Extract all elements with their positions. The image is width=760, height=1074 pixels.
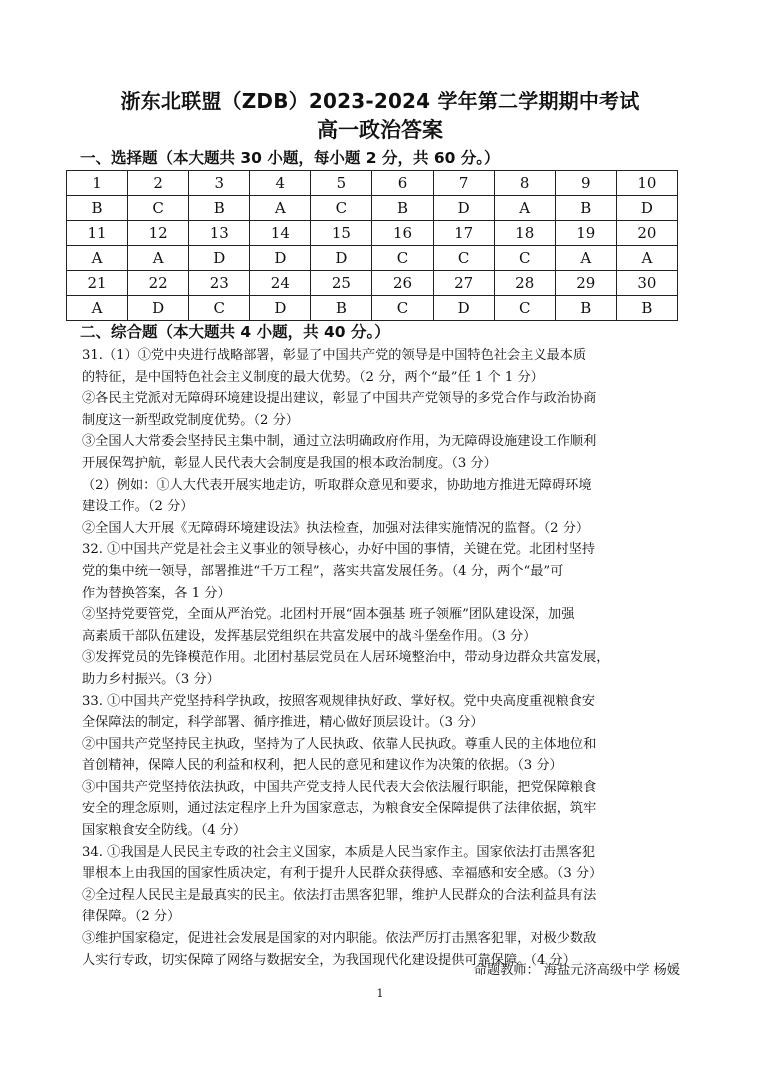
question-number-cell: 11 [67, 221, 128, 246]
answer-text-line: 32. ①中国共产党是社会主义事业的领导核心，办好中国的事情，关键在党。北团村坚持 [82, 542, 596, 558]
answer-cell: C [128, 196, 189, 221]
question-number-cell: 24 [250, 271, 311, 296]
answer-text-line: 31.（1）①党中央进行战略部署，彰显了中国共产党的领导是中国特色社会主义最本质 [82, 348, 587, 363]
question-number-cell: 29 [555, 271, 616, 296]
question-number-cell: 25 [311, 271, 372, 296]
question-number-cell: 18 [494, 221, 555, 246]
answer-row [67, 196, 678, 221]
answer-cell: D [189, 246, 250, 271]
question-number-cell: 12 [128, 221, 189, 246]
answer-text-line: 的特征，是中国特色社会主义制度的最大优势。（2 分，两个“最”任 1 个 1 分） [82, 369, 544, 385]
answer-text-line: ②坚持党要管党，全面从严治党。北团村开展“固本强基 班子领雁”团队建设深，加强 [82, 607, 575, 623]
answer-cell: C [372, 296, 433, 321]
answer-text-line: 34. ①我国是人民民主专政的社会主义国家，本质是人民当家作主。国家依法打击黑客犯 [82, 844, 596, 860]
answer-text-line: ②中国共产党坚持民主执政，坚持为了人民执政、依靠人民执政。尊重人民的主体地位和 [82, 736, 597, 752]
answer-cell: B [67, 196, 128, 221]
answer-cell: D [616, 196, 677, 221]
question-number-cell: 17 [433, 221, 494, 246]
answer-cell: A [67, 296, 128, 321]
question-number-row [67, 171, 678, 196]
question-number-row [67, 221, 678, 246]
question-number-cell: 9 [555, 171, 616, 196]
answer-cell: A [555, 246, 616, 271]
answer-cell: B [555, 296, 616, 321]
author-line: 命题教师： 海盐元济高级中学 杨媛 [473, 963, 680, 978]
answer-title: 高一政治答案 [317, 118, 443, 142]
answer-text-line: 国家粮食安全防线。（4 分） [82, 823, 247, 839]
answer-cell: C [372, 246, 433, 271]
answer-cell: D [311, 246, 372, 271]
answer-cell: D [250, 296, 311, 321]
section-heading-choice: 一、选择题（本大题共 30 小题，每小题 2 分，共 60 分。） [80, 149, 500, 167]
exam-title: 浙东北联盟（ZDB）2023-2024 学年第二学期期中考试 [120, 89, 640, 113]
answer-cell: A [494, 196, 555, 221]
answer-cell: A [67, 246, 128, 271]
answer-cell: C [494, 246, 555, 271]
answer-text-line: 制度这一新型政党制度优势。（2 分） [82, 412, 299, 428]
question-number-row [67, 271, 678, 296]
question-number-cell: 10 [616, 171, 677, 196]
answer-text-line: 安全的理念原则，通过法定程序上升为国家意志，为粮食安全保障提供了法律依据，筑牢 [82, 801, 597, 817]
answer-text-line: 作为替换答案，各 1 分） [82, 585, 231, 601]
answer-row [67, 296, 678, 321]
question-number-cell: 20 [616, 221, 677, 246]
question-number-cell: 6 [372, 171, 433, 196]
answer-cell: C [433, 246, 494, 271]
answer-cell: A [128, 246, 189, 271]
question-number-cell: 19 [555, 221, 616, 246]
question-number-cell: 2 [128, 171, 189, 196]
answer-cell: B [616, 296, 677, 321]
question-number-cell: 22 [128, 271, 189, 296]
answer-text-line: ②全过程人民民主是最真实的民主。依法打击黑客犯罪，维护人民群众的合法利益具有法 [82, 887, 597, 903]
question-number-cell: 23 [189, 271, 250, 296]
answer-text-line: ③维护国家稳定，促进社会发展是国家的对内职能。依法严厉打击黑客犯罪，对极少数敌 [82, 931, 597, 947]
answer-cell: C [494, 296, 555, 321]
answer-cell: A [616, 246, 677, 271]
answer-text-line: ②全国人大开展《无障碍环境建设法》执法检查，加强对法律实施情况的监督。（2 分） [82, 520, 590, 536]
question-number-cell: 4 [250, 171, 311, 196]
answer-cell: B [311, 296, 372, 321]
answer-cell: B [189, 196, 250, 221]
answer-table [66, 170, 678, 321]
question-number-cell: 16 [372, 221, 433, 246]
answer-text-line: 首创精神，保障人民的利益和权利，把人民的意见和建议作为决策的依据。（3 分） [82, 758, 563, 774]
answer-text-line: ③发挥党员的先锋模范作用。北团村基层党员在人居环境整治中，带动身边群众共富发展， [82, 650, 610, 666]
answer-text-line: 高素质干部队伍建设，发挥基层党组织在共富发展中的战斗堡垒作用。（3 分） [82, 628, 537, 644]
answer-row [67, 246, 678, 271]
question-number-cell: 1 [67, 171, 128, 196]
answer-cell: D [433, 196, 494, 221]
question-number-cell: 7 [433, 171, 494, 196]
question-number-cell: 26 [372, 271, 433, 296]
question-number-cell: 8 [494, 171, 555, 196]
answer-cell: D [250, 246, 311, 271]
answer-cell: A [250, 196, 311, 221]
answer-cell: D [128, 296, 189, 321]
answer-text-line: 人实行专政，切实保障了网络与数据安全，为我国现代化建设提供可靠保障。（4 分） [82, 952, 576, 968]
answer-text-line: 助力乡村振兴。（3 分） [82, 671, 220, 687]
answer-text-line: ③中国共产党坚持依法执政，中国共产党支持人民代表大会依法履行职能，把党保障粮食 [82, 779, 597, 795]
page-number: 1 [376, 987, 384, 1000]
answer-cell: D [433, 296, 494, 321]
question-number-cell: 3 [189, 171, 250, 196]
answer-text-line: ②各民主党派对无障碍环境建设提出建议，彰显了中国共产党领导的多党合作与政治协商 [82, 391, 597, 407]
answer-cell: C [189, 296, 250, 321]
answer-text-line: 罪根本上由我国的国家性质决定，有利于提升人民群众获得感、幸福感和安全感。（3 分） [82, 866, 603, 882]
question-number-cell: 5 [311, 171, 372, 196]
question-number-cell: 14 [250, 221, 311, 246]
answer-cell: C [311, 196, 372, 221]
answer-body [82, 345, 682, 971]
answer-cell: B [372, 196, 433, 221]
question-number-cell: 27 [433, 271, 494, 296]
answer-text-line: （2）例如：①人大代表开展实地走访，听取群众意见和要求，协助地方推进无障碍环境 [82, 477, 592, 493]
answer-text-line: ③全国人大常委会坚持民主集中制，通过立法明确政府作用，为无障碍设施建设工作顺利 [82, 434, 597, 450]
question-number-cell: 21 [67, 271, 128, 296]
answer-text-line: 开展保驾护航，彰显人民代表大会制度是我国的根本政治制度。（3 分） [82, 455, 497, 471]
question-number-cell: 28 [494, 271, 555, 296]
question-number-cell: 13 [189, 221, 250, 246]
answer-text-line: 党的集中统一领导，部署推进“千万工程”，落实共富发展任务。（4 分，两个“最”可 [82, 563, 564, 579]
answer-text-line: 建设工作。（2 分） [82, 499, 194, 515]
question-number-cell: 30 [616, 271, 677, 296]
answer-text-line: 33. ①中国共产党坚持科学执政，按照客观规律执好政、掌好权。党中央高度重视粮食安 [82, 693, 596, 709]
answer-cell: B [555, 196, 616, 221]
answer-text-line: 全保障法的制定，科学部署、循序推进，精心做好顶层设计。（3 分） [82, 715, 484, 731]
answer-text-line: 律保障。（2 分） [82, 909, 181, 925]
section-heading-comprehensive: 二、综合题（本大题共 4 小题，共 40 分。） [80, 323, 390, 341]
question-number-cell: 15 [311, 221, 372, 246]
